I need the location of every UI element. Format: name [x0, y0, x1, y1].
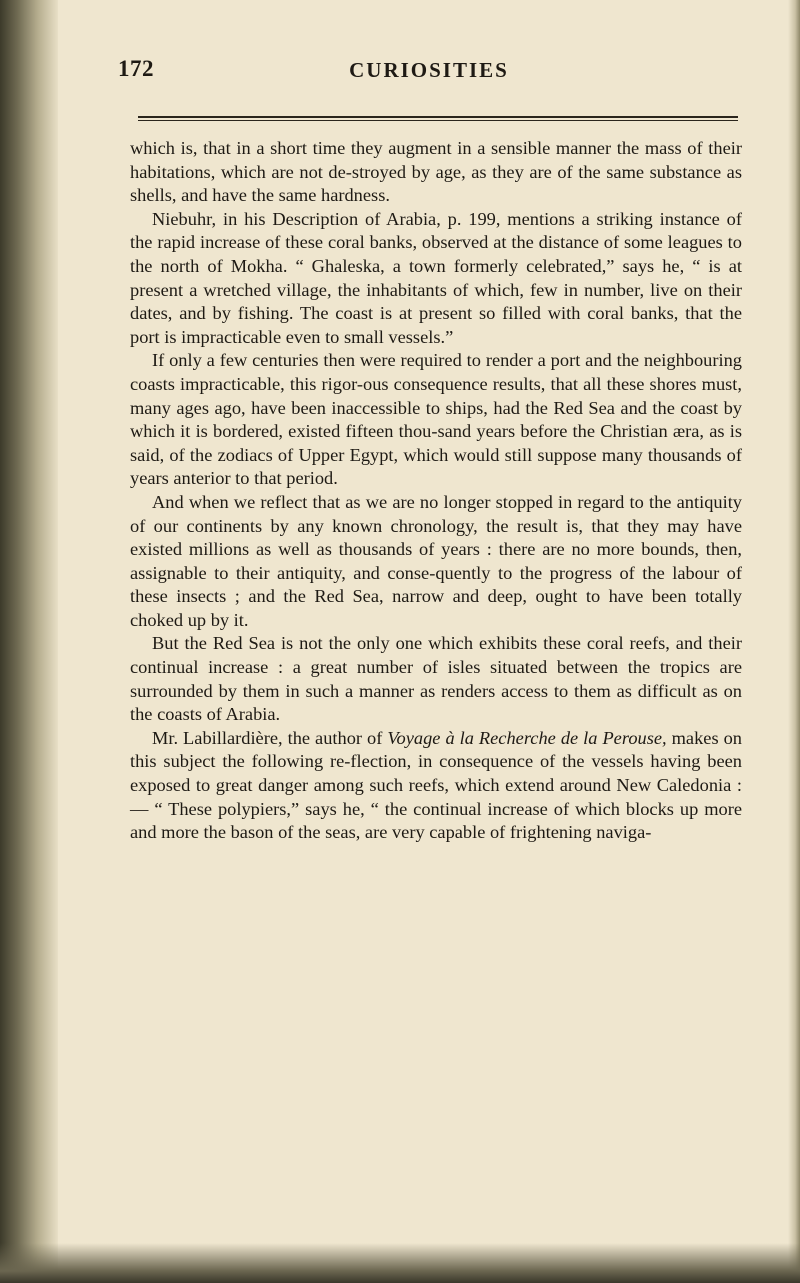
- text-run: Niebuhr, in his Description of Arabia, p. 199, mentions a striking instance of the rapid increase of these coral banks, observed at the distance of some leagues to the north of Mokha. “ Ghaleska, a town formerly celebrated,” says he, “ is at present a wretched village, the inhabitants of which, few in number, live on their dates, and by fishing. The coast is at present so filled with coral banks, that the port is impracticable even to small vessels.”: [130, 208, 742, 347]
- paragraph: [130, 137, 742, 208]
- header-rule: [138, 116, 738, 121]
- text-run: which is, that in a short time they augment in a sensible manner the mass of their habitations, which are not de-stroyed by age, as they are of the same substance as shells, and have the same hardness.: [130, 138, 742, 206]
- paragraph: [130, 349, 742, 491]
- text-run: And when we reflect that as we are no longer stopped in regard to the antiquity of our continents by any known chronology, the result is, that they may have existed millions as well as thousands of years : there are no more bounds, then, assignable to their antiquity, and conse-quently to the progress of the labour of these insects ; and the Red Sea, narrow and deep, ought to have been totally choked up by it.: [130, 491, 742, 630]
- page-edge-right: [788, 0, 800, 1283]
- page-number: 172: [118, 56, 154, 81]
- page-bottom-shadow: [0, 1243, 800, 1283]
- book-title-italic: Voyage à la Recherche de la Perouse,: [387, 727, 667, 748]
- text-run: If only a few centuries then were required to render a port and the neighbouring coasts impracticable, this rigor-ous consequence results, that all these shores must, many ages ago, have been inaccessible to ships, had the Red Sea and the coast by which it is bordered, existed fifteen thou-sand years before the Christian æra, as is said, of the zodiacs of Upper Egypt, which would still suppose many thousands of years anterior to that period.: [130, 350, 742, 489]
- paragraph: [130, 632, 742, 726]
- text-run: Mr. Labillardière, the author of: [152, 727, 388, 748]
- paragraph: [130, 208, 742, 350]
- running-title: CURIOSITIES: [349, 58, 509, 82]
- book-page: [118, 56, 740, 845]
- paragraph: [130, 491, 742, 633]
- book-gutter-shadow: [0, 0, 58, 1283]
- paragraph: [130, 727, 742, 845]
- text-run: makes on this subject the following re-flection, in consequence of the vessels having been exposed to great danger among such reefs, which extend around New Caledonia : — “ These polypiers,” says he, “ the continual increase of which blocks up more and more the bason of the seas, are very capable of frightening naviga-: [130, 727, 742, 843]
- running-head: [118, 56, 740, 90]
- body-text: [130, 137, 742, 845]
- text-run: But the Red Sea is not the only one which exhibits these coral reefs, and their continual increase : a great number of isles situated between the tropics are surrounded by them in such a manner as renders access to them as difficult as on the coasts of Arabia.: [130, 633, 742, 725]
